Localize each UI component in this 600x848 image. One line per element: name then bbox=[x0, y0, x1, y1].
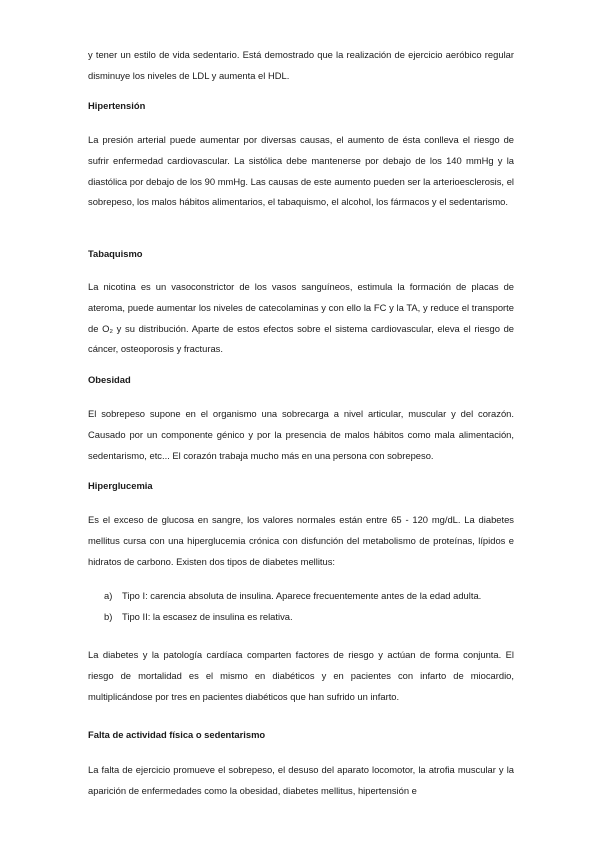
heading-obesidad: Obesidad bbox=[88, 374, 131, 385]
list-marker: b) bbox=[104, 611, 113, 622]
obesidad-paragraph: El sobrepeso supone en el organismo una sobrecarga a nivel articular, muscular y del corazón. Causado por un componente génico y por la presencia de malos hábitos como mala alimentación, sedentarismo, etc... El corazón trabaja mucho más en una persona con sobrepeso. bbox=[88, 408, 514, 461]
heading-hipertension: Hipertensión bbox=[88, 100, 146, 111]
intro-paragraph: y tener un estilo de vida sedentario. Está demostrado que la realización de ejercicio aeróbico regular disminuye los niveles de LDL y aumenta el HDL. bbox=[88, 49, 514, 81]
heading-hiperglucemia: Hiperglucemia bbox=[88, 480, 153, 491]
hiperglucemia-paragraph: Es el exceso de glucosa en sangre, los valores normales están entre 65 - 120 mg/dL. La diabetes mellitus cursa con una hiperglucemia crónica con disfunción del metabolismo de proteínas, lípidos e hidratos de carbono. Existen dos tipos de diabetes mellitus: bbox=[88, 514, 514, 567]
list-item-tipo-1 bbox=[104, 589, 481, 603]
heading-sedentarismo: Falta de actividad física o sedentarismo bbox=[88, 729, 266, 740]
list-marker: a) bbox=[104, 590, 113, 601]
hipertension-paragraph: La presión arterial puede aumentar por diversas causas, el aumento de ésta conlleva el riesgo de sufrir enfermedad cardiovascular. La sistólica debe mantenerse por debajo de los 140 mmHg y la diastólica por debajo de los 90 mmHg. Las causas de este aumento pueden ser la arterioesclerosis, el sobrepeso, los malos hábitos alimentarios, el tabaquismo, el alcohol, los fármacos y el sedentarismo. bbox=[88, 134, 514, 208]
diabetes-cardiaca-paragraph: La diabetes y la patología cardíaca comparten factores de riesgo y actúan de forma conjunta. El riesgo de mortalidad es el mismo en diabéticos y en pacientes con infarto de miocardio, multiplicándose por tres en pacientes diabéticos que han sufrido un infarto. bbox=[88, 649, 514, 702]
list-item-tipo-2 bbox=[104, 610, 293, 624]
list-item-text: Tipo II: la escasez de insulina es relativa. bbox=[122, 611, 293, 622]
heading-tabaquismo: Tabaquismo bbox=[88, 248, 143, 259]
sedentarismo-paragraph: La falta de ejercicio promueve el sobrepeso, el desuso del aparato locomotor, la atrofia muscular y la aparición de enfermedades como la obesidad, diabetes mellitus, hipertensión e bbox=[88, 764, 514, 796]
tabaquismo-paragraph: La nicotina es un vasoconstrictor de los vasos sanguíneos, estimula la formación de placas de ateroma, puede aumentar los niveles de catecolaminas y con ello la FC y la TA, y reduce el transporte de O₂ y su distribución. Aparte de estos efectos sobre el sistema cardiovascular, eleva el riesgo de cáncer, osteoporosis y fracturas. bbox=[88, 281, 514, 355]
list-item-text: Tipo I: carencia absoluta de insulina. Aparece frecuentemente antes de la edad adulta. bbox=[122, 590, 482, 601]
